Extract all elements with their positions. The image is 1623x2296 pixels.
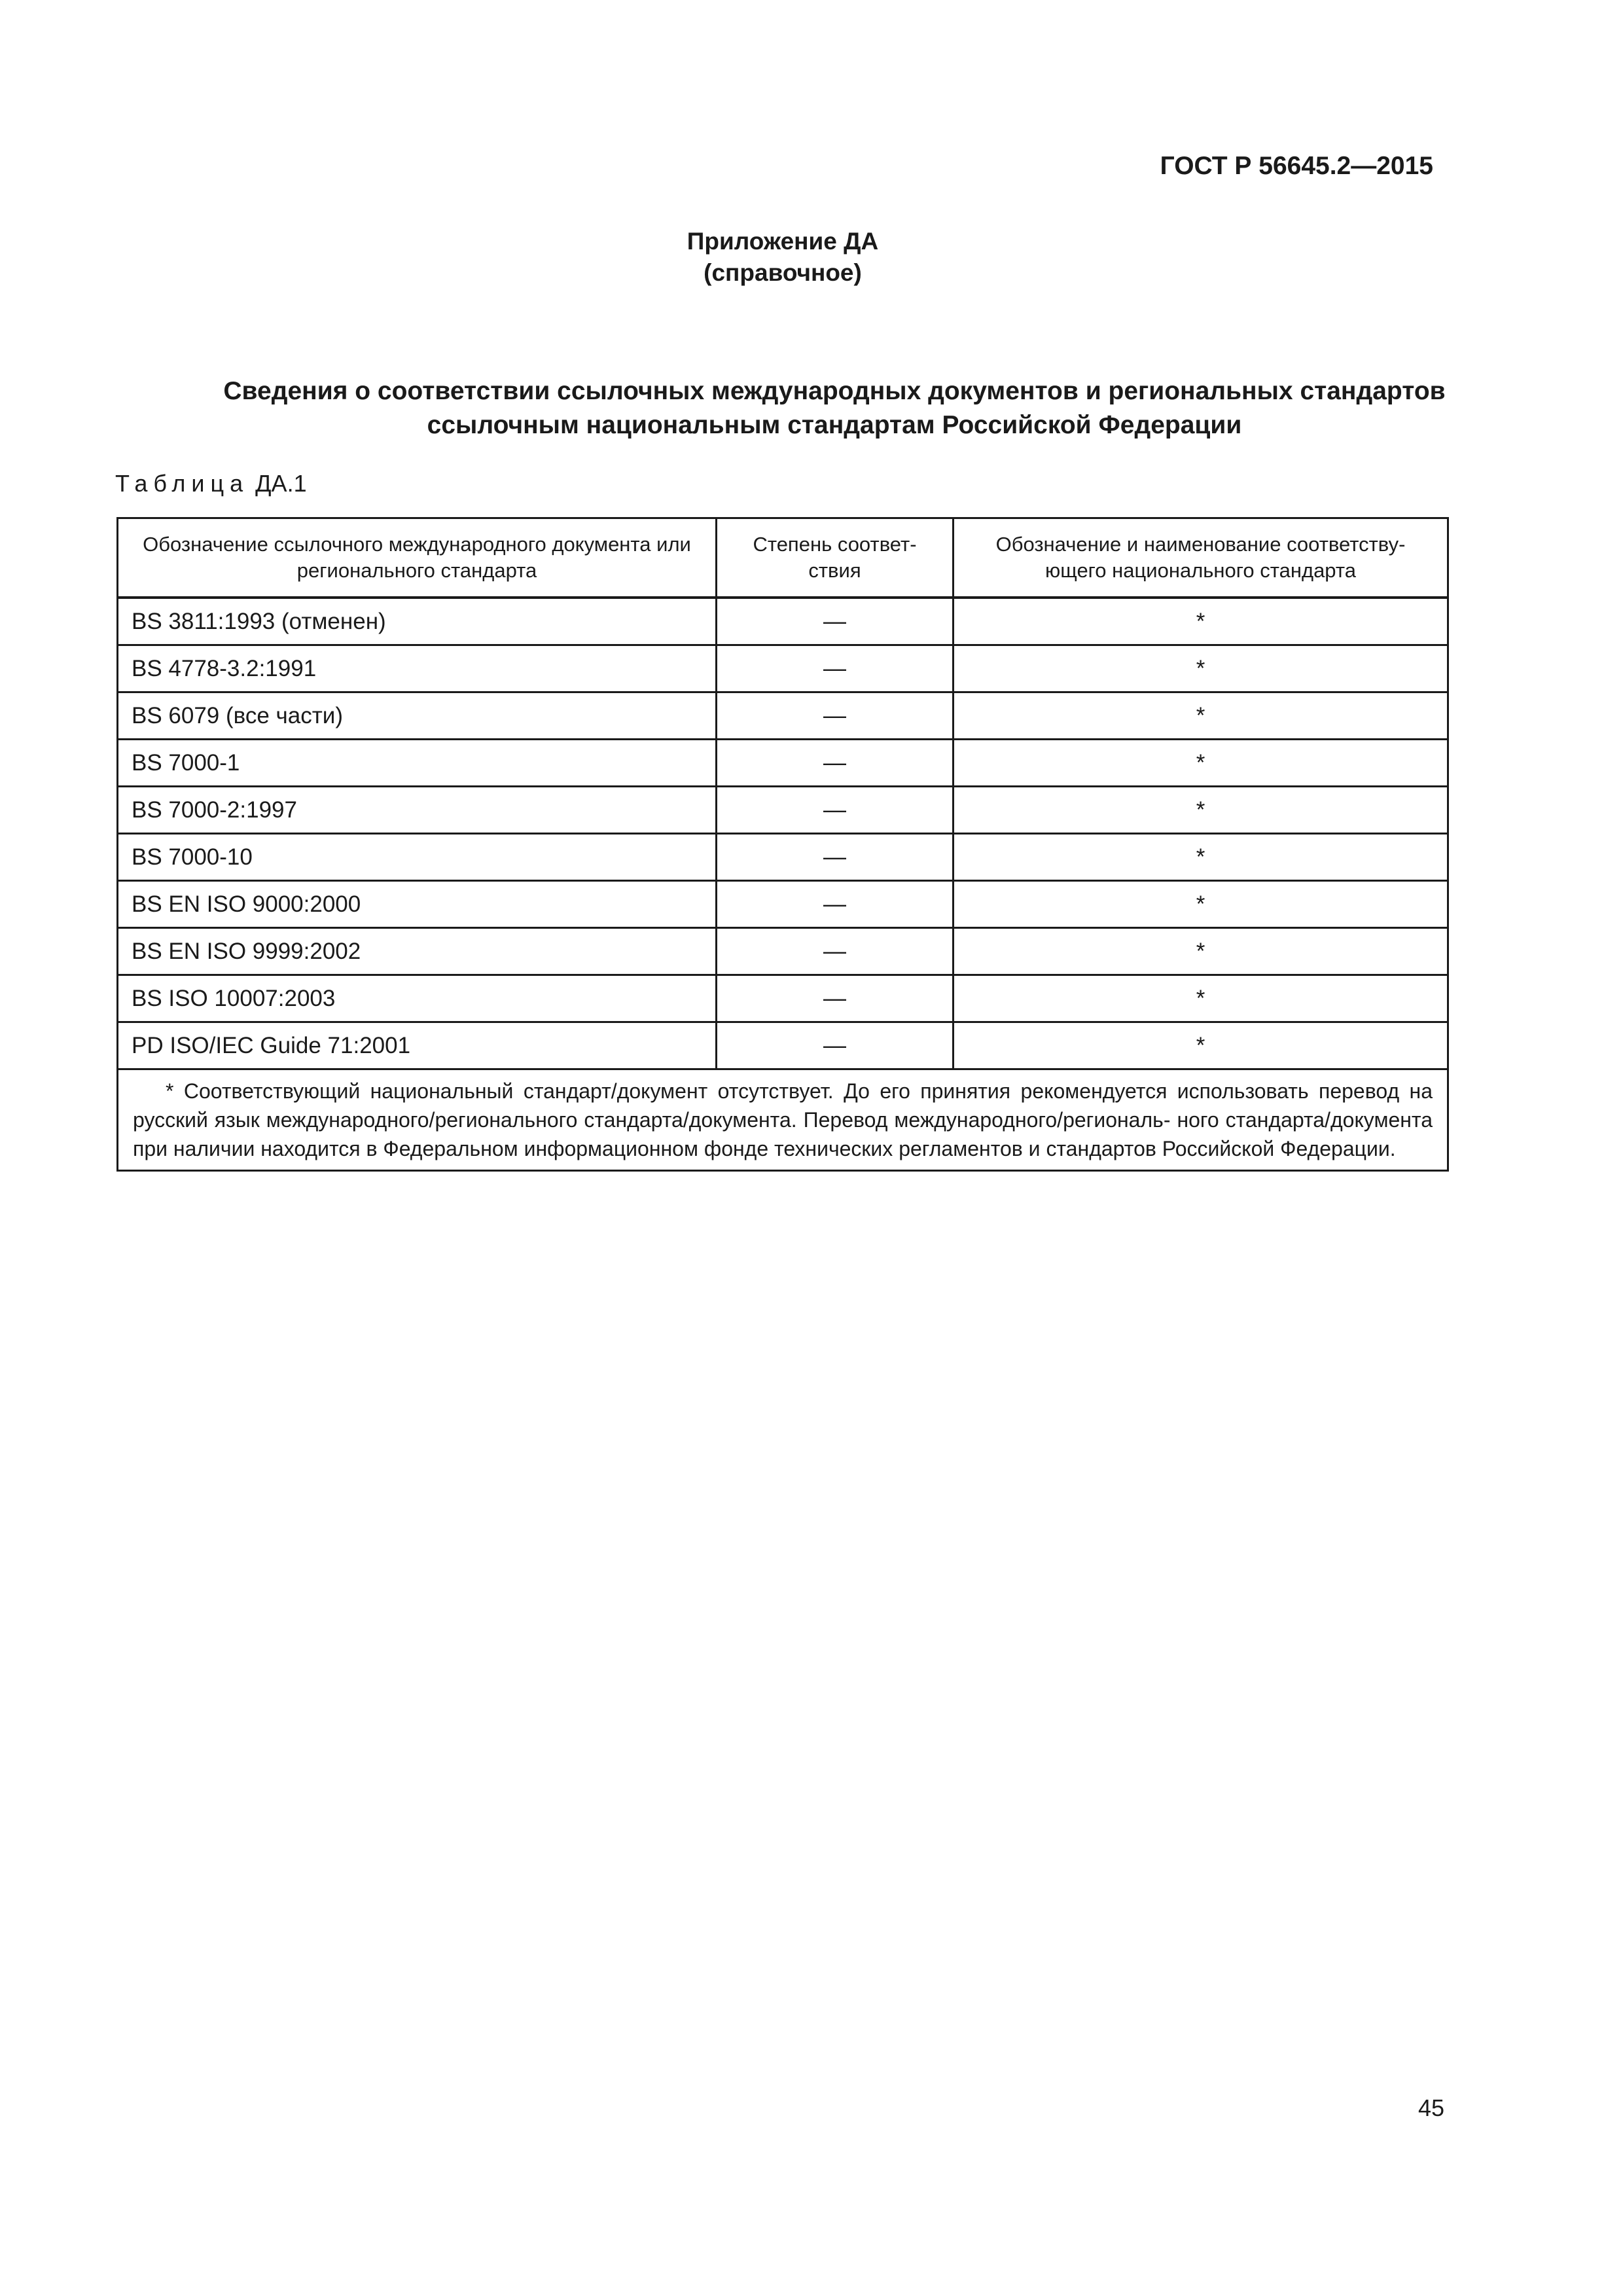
- table-header-row: [118, 518, 1448, 598]
- annex-title: Приложение ДА: [687, 228, 879, 255]
- table-caption-id: ДА.1: [255, 470, 307, 497]
- national-standard-cell: *: [954, 598, 1448, 645]
- annex-subtitle: (справочное): [704, 259, 862, 286]
- table-row: [118, 598, 1448, 645]
- degree-cell: —: [717, 740, 954, 787]
- degree-cell: —: [717, 598, 954, 645]
- reference-cell: BS 7000-1: [118, 740, 717, 787]
- table-row: [118, 1022, 1448, 1069]
- degree-cell: —: [717, 928, 954, 975]
- table-caption-word: Таблица: [115, 470, 249, 497]
- degree-cell: —: [717, 975, 954, 1022]
- header-reference-document: Обозначение ссылочного международного документа или регионального стандарта: [118, 518, 717, 598]
- degree-cell: —: [717, 787, 954, 834]
- national-standard-cell: *: [954, 1022, 1448, 1069]
- table-row: [118, 740, 1448, 787]
- page-number: 45: [1418, 2094, 1444, 2121]
- reference-cell: BS EN ISO 9999:2002: [118, 928, 717, 975]
- document-code: ГОСТ Р 56645.2—2015: [1160, 152, 1433, 180]
- national-standard-cell: *: [954, 787, 1448, 834]
- table-caption: [115, 470, 307, 497]
- degree-cell: —: [717, 692, 954, 740]
- national-standard-cell: *: [954, 692, 1448, 740]
- table-footnote-cell: [118, 1069, 1448, 1171]
- national-standard-cell: *: [954, 834, 1448, 881]
- section-title-line-1: Сведения о соответствии ссылочных международных документов и региональных стандартов: [223, 377, 1446, 405]
- reference-cell: BS 3811:1993 (отменен): [118, 598, 717, 645]
- reference-cell: PD ISO/IEC Guide 71:2001: [118, 1022, 717, 1069]
- table-row: [118, 975, 1448, 1022]
- table-row: [118, 881, 1448, 928]
- degree-cell: —: [717, 881, 954, 928]
- table-footnote-row: [118, 1069, 1448, 1171]
- national-standard-cell: *: [954, 928, 1448, 975]
- header-degree-of-conformity: Степень соответ- ствия: [717, 518, 954, 598]
- correspondence-table: [116, 517, 1449, 1172]
- degree-cell: —: [717, 645, 954, 692]
- national-standard-cell: *: [954, 645, 1448, 692]
- table-row: [118, 928, 1448, 975]
- reference-cell: BS 7000-10: [118, 834, 717, 881]
- reference-cell: BS 6079 (все части): [118, 692, 717, 740]
- degree-cell: —: [717, 834, 954, 881]
- table-row: [118, 645, 1448, 692]
- reference-cell: BS 4778-3.2:1991: [118, 645, 717, 692]
- table-row: [118, 787, 1448, 834]
- national-standard-cell: *: [954, 881, 1448, 928]
- national-standard-cell: *: [954, 975, 1448, 1022]
- section-title-line-2: ссылочным национальным стандартам Российской Федерации: [427, 411, 1242, 439]
- header-national-standard: Обозначение и наименование соответству- ющего национального стандарта: [954, 518, 1448, 598]
- reference-cell: BS ISO 10007:2003: [118, 975, 717, 1022]
- national-standard-cell: *: [954, 740, 1448, 787]
- annex-heading: [0, 226, 1565, 289]
- degree-cell: —: [717, 1022, 954, 1069]
- table-row: [118, 834, 1448, 881]
- section-title: [105, 374, 1564, 442]
- reference-cell: BS EN ISO 9000:2000: [118, 881, 717, 928]
- reference-cell: BS 7000-2:1997: [118, 787, 717, 834]
- table-row: [118, 692, 1448, 740]
- table-footnote: * Соответствующий национальный стандарт/документ отсутствует. До его принятия рекомендуется использовать перевод на русский язык международного/регионального стандарта/документа. Перевод международного/региональ- ного стандарта/документа при наличии находится в Федеральном информационном фонде технических регламентов и стандартов Российской Федерации.: [133, 1079, 1433, 1160]
